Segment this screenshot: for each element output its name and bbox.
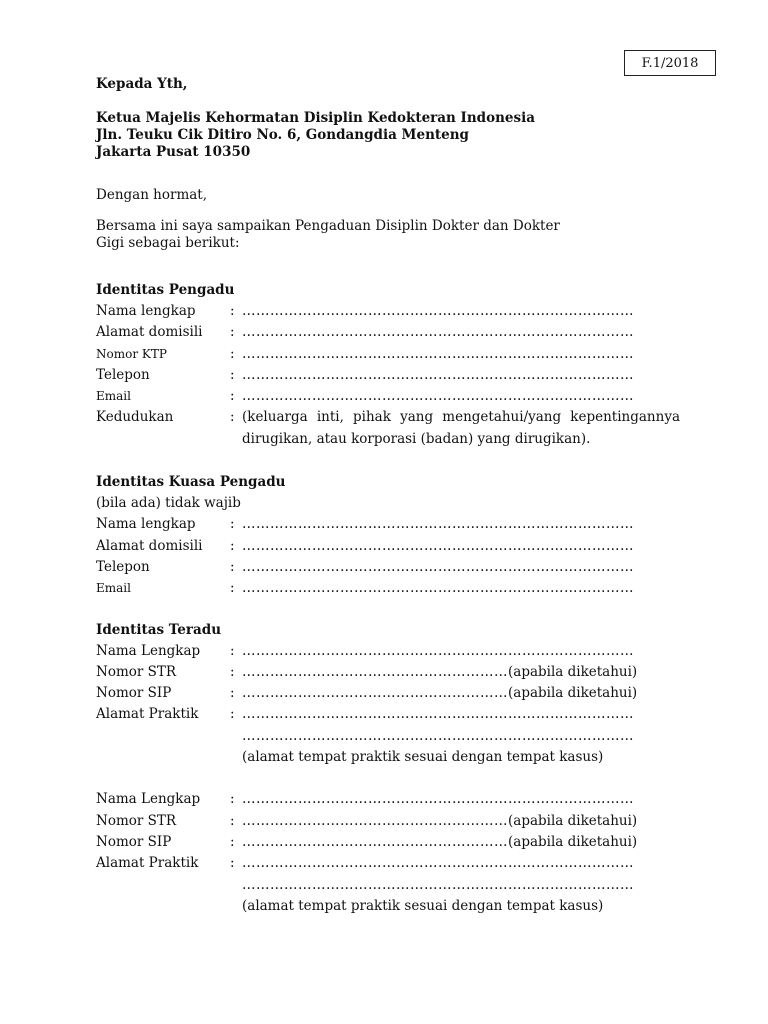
section-title-teradu: Identitas Teradu — [96, 621, 222, 638]
recipient-line-1: Ketua Majelis Kehormatan Disiplin Kedokteran Indonesia — [96, 110, 535, 126]
teradu-2-alamat-field[interactable]: ………………………………………………………………………… — [242, 855, 634, 872]
field-label: Nomor SIP — [96, 833, 172, 850]
teradu-1-nama-row — [96, 641, 680, 662]
diketahui-note: (apabila diketahui) — [508, 812, 638, 829]
diketahui-note: (apabila diketahui) — [508, 663, 638, 680]
field-label: Telepon — [96, 366, 150, 383]
letter-body — [96, 74, 680, 917]
teradu-2-alamat-row-2 — [96, 875, 680, 896]
field-label: Alamat domisili — [96, 324, 203, 341]
teradu-2-alamat-note-row — [96, 896, 680, 917]
field-label: Nama Lengkap — [96, 642, 201, 659]
teradu-1-str-row — [96, 662, 680, 683]
teradu-2-sip-value — [242, 832, 680, 853]
field-label: Email — [96, 581, 131, 596]
kuasa-alamat-field[interactable]: ………………………………………………………………………… — [242, 537, 634, 554]
intro-line-2: Gigi sebagai berikut: — [96, 235, 240, 251]
field-label: Alamat domisili — [96, 537, 203, 554]
field-label: Email — [96, 389, 131, 404]
teradu-1-alamat-row-2 — [96, 726, 680, 747]
teradu-1-sip-field[interactable]: ………………………………………………… — [242, 685, 508, 702]
field-label: Alamat Praktik — [96, 706, 199, 723]
section-title-pengadu: Identitas Pengadu — [96, 282, 235, 298]
teradu-1-str-field[interactable]: ………………………………………………… — [242, 663, 508, 680]
teradu-1-sip-value — [242, 683, 680, 704]
pengadu-nama-row — [96, 301, 680, 322]
field-label: Nama Lengkap — [96, 791, 201, 808]
field-label: Nomor STR — [96, 812, 177, 829]
teradu-2-nama-row — [96, 789, 680, 810]
teradu-1-sip-row — [96, 683, 680, 704]
alamat-note: (alamat tempat praktik sesuai dengan tempat kasus) — [242, 897, 604, 914]
colon: : — [230, 791, 235, 808]
colon: : — [230, 663, 235, 680]
colon: : — [230, 366, 235, 383]
colon: : — [230, 516, 235, 533]
pengadu-kedudukan-row — [96, 407, 680, 450]
colon: : — [230, 855, 235, 872]
colon: : — [230, 409, 235, 426]
teradu-1-alamat-field-2[interactable]: ………………………………………………………………………… — [242, 727, 634, 744]
colon: : — [230, 303, 235, 319]
teradu-2-str-value — [242, 811, 680, 832]
section-title-kuasa: Identitas Kuasa Pengadu — [96, 474, 286, 491]
kuasa-note: (bila ada) tidak wajib — [96, 495, 241, 512]
teradu-2-sip-row — [96, 832, 680, 853]
colon: : — [230, 345, 235, 362]
pengadu-ktp-field[interactable]: ………………………………………………………………………… — [242, 345, 634, 362]
kuasa-email-row — [96, 578, 680, 599]
colon: : — [230, 706, 235, 723]
pengadu-alamat-field[interactable]: ………………………………………………………………………… — [242, 324, 634, 341]
colon: : — [230, 388, 235, 405]
teradu-2-alamat-row — [96, 853, 680, 874]
colon: : — [230, 558, 235, 575]
greeting: Kepada Yth, — [96, 76, 188, 92]
pengadu-nama-field[interactable]: ………………………………………………………………………… — [242, 303, 634, 319]
kuasa-nama-row — [96, 514, 680, 535]
diketahui-note: (apabila diketahui) — [508, 685, 638, 702]
intro-line-1: Bersama ini saya sampaikan Pengaduan Disiplin Dokter dan Dokter — [96, 218, 560, 234]
colon: : — [230, 580, 235, 597]
teradu-2-alamat-field-2[interactable]: ………………………………………………………………………… — [242, 876, 634, 893]
recipient-line-2: Jln. Teuku Cik Ditiro No. 6, Gondangdia Menteng — [96, 127, 469, 143]
teradu-2-str-row — [96, 811, 680, 832]
field-label: Nomor SIP — [96, 685, 172, 702]
field-label: Nomor KTP — [96, 346, 167, 361]
pengadu-alamat-row — [96, 322, 680, 343]
field-label: Nomor STR — [96, 663, 177, 680]
recipient-line-3: Jakarta Pusat 10350 — [96, 144, 251, 160]
teradu-1-nama-field[interactable]: ………………………………………………………………………… — [242, 642, 634, 659]
teradu-2-nama-field[interactable]: ………………………………………………………………………… — [242, 791, 634, 808]
colon: : — [230, 812, 235, 829]
teradu-2-str-field[interactable]: ………………………………………………… — [242, 812, 508, 829]
kuasa-email-field[interactable]: ………………………………………………………………………… — [242, 580, 634, 597]
diketahui-note: (apabila diketahui) — [508, 833, 638, 850]
teradu-1-alamat-row — [96, 704, 680, 725]
field-label: Alamat Praktik — [96, 855, 199, 872]
teradu-1-alamat-note-row — [96, 747, 680, 768]
kuasa-telepon-field[interactable]: ………………………………………………………………………… — [242, 558, 634, 575]
pengadu-telepon-field[interactable]: ………………………………………………………………………… — [242, 366, 634, 383]
field-label: Nama lengkap — [96, 303, 196, 319]
colon: : — [230, 685, 235, 702]
form-code-box — [624, 50, 716, 76]
pengadu-email-row — [96, 386, 680, 407]
kuasa-nama-field[interactable]: ………………………………………………………………………… — [242, 516, 634, 533]
colon: : — [230, 833, 235, 850]
alamat-note: (alamat tempat praktik sesuai dengan tempat kasus) — [242, 749, 604, 766]
teradu-1-str-value — [242, 662, 680, 683]
kuasa-telepon-row — [96, 557, 680, 578]
field-label: Telepon — [96, 558, 150, 575]
pengadu-ktp-row — [96, 344, 680, 365]
form-code: F.1/2018 — [641, 55, 699, 71]
pengadu-telepon-row — [96, 365, 680, 386]
colon: : — [230, 324, 235, 341]
field-label: Nama lengkap — [96, 516, 196, 533]
teradu-2-sip-field[interactable]: ………………………………………………… — [242, 833, 508, 850]
colon: : — [230, 642, 235, 659]
salutation: Dengan hormat, — [96, 187, 208, 203]
pengadu-email-field[interactable]: ………………………………………………………………………… — [242, 388, 634, 405]
kedudukan-text: (keluarga inti, pihak yang mengetahui/yang kepentingannya dirugikan, atau korporasi (badan) yang dirugikan). — [242, 409, 680, 447]
colon: : — [230, 537, 235, 554]
kuasa-alamat-row — [96, 536, 680, 557]
field-label: Kedudukan — [96, 409, 174, 426]
teradu-1-alamat-field[interactable]: ………………………………………………………………………… — [242, 706, 634, 723]
